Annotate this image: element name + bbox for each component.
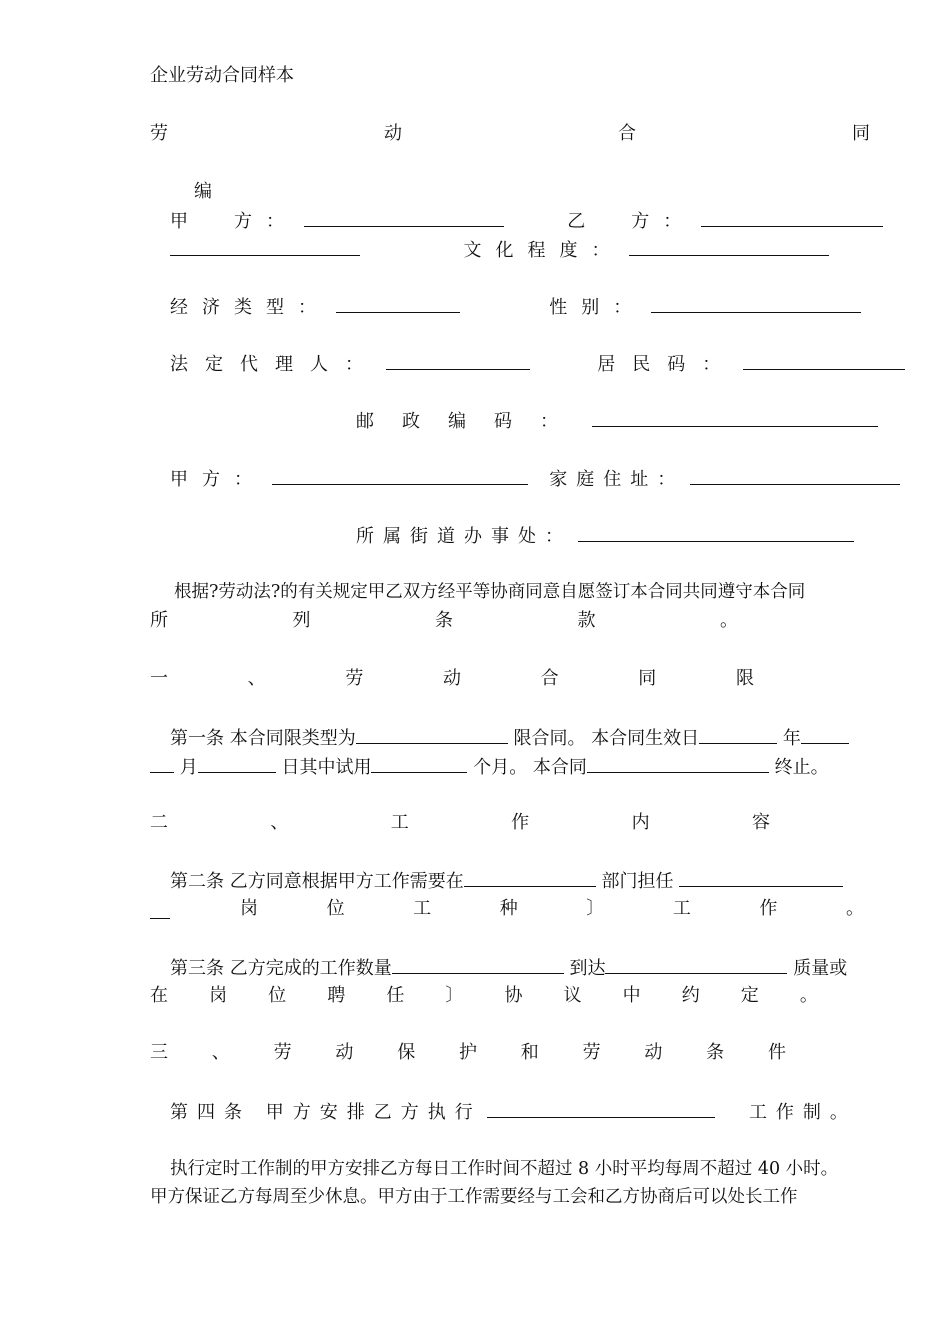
- economic-row: [170, 294, 861, 320]
- spaced-char: 护: [458, 1042, 477, 1063]
- month-field[interactable]: [198, 754, 276, 773]
- spaced-char: 工: [413, 898, 432, 919]
- spaced-char: 二: [150, 812, 168, 833]
- spaced-char: 在: [150, 985, 168, 1006]
- address-row: [170, 466, 900, 492]
- resident-code-label: 居民码：: [597, 354, 738, 375]
- street-office-row: [356, 523, 854, 549]
- party-row: [170, 208, 883, 234]
- spaced-char: 岗: [209, 985, 228, 1006]
- article-4-line: [170, 1099, 857, 1125]
- spaced-char: 三: [150, 1042, 168, 1063]
- end-date-field[interactable]: [587, 754, 769, 773]
- spaced-char: 和: [520, 1042, 539, 1063]
- spaced-char: 〕: [586, 898, 605, 919]
- spaced-char: 条: [706, 1042, 725, 1063]
- spaced-char: 定: [740, 985, 759, 1006]
- spaced-char: 作: [759, 898, 778, 919]
- article-4-suffix: 工作制。: [748, 1102, 857, 1123]
- article-2-prefix: 第二条 乙方同意根据甲方工作需要在: [170, 871, 464, 892]
- spaced-char: 列: [292, 610, 311, 631]
- article-1-line-2: [150, 754, 829, 780]
- section-3-heading: [150, 1041, 786, 1065]
- spaced-char: 动: [644, 1042, 663, 1063]
- spaced-char: 作: [511, 812, 530, 833]
- intro-line-1: 根据?劳动法?的有关规定甲乙双方经平等协商同意自愿签订本合同共同遵守本合同: [174, 582, 806, 602]
- legal-rep-field[interactable]: [386, 351, 530, 370]
- article-3-line-2: [150, 984, 818, 1008]
- spaced-char: 岗: [240, 898, 258, 919]
- position-cont-field[interactable]: [150, 900, 170, 919]
- resident-code-field[interactable]: [743, 351, 905, 370]
- spaced-char: 、: [270, 812, 289, 833]
- spaced-char: 、: [247, 668, 266, 689]
- street-office-field[interactable]: [578, 523, 854, 542]
- spaced-char: 。: [720, 610, 738, 631]
- spaced-char: 劳: [150, 123, 168, 144]
- spaced-char: 同: [852, 123, 870, 144]
- legal-rep-label: 法定代理人：: [170, 354, 380, 375]
- home-address-label: 家庭住址：: [549, 469, 685, 490]
- effective-date-field[interactable]: [699, 725, 777, 744]
- spaced-char: 聘: [327, 985, 346, 1006]
- spaced-char: 内: [631, 812, 650, 833]
- spaced-char: 、: [211, 1042, 230, 1063]
- spaced-char: 条: [435, 610, 453, 631]
- article-2-line-2-text: [240, 897, 864, 921]
- spaced-char: 件: [767, 1042, 786, 1063]
- party-b-label: 乙 方：: [567, 211, 696, 232]
- section-2-heading: [150, 811, 770, 835]
- quantity-field[interactable]: [392, 955, 564, 974]
- article-1-months: 个月。 本合同: [467, 757, 587, 778]
- spaced-char: 。: [845, 898, 864, 919]
- economic-type-field[interactable]: [336, 294, 460, 313]
- doc-title: 企业劳动合同样本: [150, 65, 294, 86]
- article-1-end: 终止。: [768, 757, 829, 778]
- article-1-month: 月: [174, 757, 198, 778]
- postal-code-label: 邮政编码：: [356, 411, 586, 432]
- gender-field[interactable]: [651, 294, 861, 313]
- hours-paragraph-line-1: 执行定时工作制的甲方安排乙方每日工作时间不超过 8 小时平均每周不超过 40 小时。: [170, 1159, 839, 1179]
- spaced-char: 合: [618, 123, 636, 144]
- spaced-char: 劳: [345, 668, 364, 689]
- spaced-char: 〕: [445, 985, 464, 1006]
- education-field[interactable]: [629, 237, 829, 256]
- article-2-line-1: [170, 868, 843, 894]
- work-system-field[interactable]: [487, 1099, 715, 1118]
- spaced-char: 工: [672, 898, 691, 919]
- spaced-char: 同: [638, 668, 657, 689]
- article-3-line-1: [170, 955, 847, 981]
- article-4-prefix: 第四条 甲方安排乙方执行: [170, 1102, 482, 1123]
- hours-paragraph-line-2: 甲方保证乙方每周至少休息。甲方由于工作需要经与工会和乙方协商后可以处长工作: [150, 1187, 798, 1207]
- party-a-field-2[interactable]: [272, 466, 528, 485]
- spaced-char: 任: [386, 985, 405, 1006]
- postal-code-field[interactable]: [592, 408, 878, 427]
- spaced-char: 一: [150, 668, 168, 689]
- department-field[interactable]: [464, 868, 596, 887]
- party-a-cont-field[interactable]: [170, 237, 360, 256]
- education-row: [170, 237, 829, 263]
- spaced-char: 位: [268, 985, 287, 1006]
- gender-label: 性别：: [549, 297, 646, 318]
- legal-rep-row: [170, 351, 905, 377]
- spaced-char: 议: [563, 985, 582, 1006]
- street-office-label: 所属街道办事处：: [356, 526, 572, 547]
- article-3-reach: 到达: [563, 958, 606, 979]
- article-3-prefix: 第三条 乙方完成的工作数量: [170, 958, 392, 979]
- article-1-year: 年: [777, 728, 801, 749]
- party-a-field[interactable]: [304, 208, 504, 227]
- party-a-label-2: 甲方：: [170, 469, 266, 490]
- quality-field[interactable]: [605, 955, 787, 974]
- spaced-char: 工: [390, 812, 409, 833]
- spaced-char: 位: [326, 898, 345, 919]
- spaced-char: 约: [681, 985, 700, 1006]
- spaced-char: 协: [504, 985, 523, 1006]
- spaced-char: 动: [335, 1042, 354, 1063]
- spaced-char: 动: [384, 123, 402, 144]
- spaced-char: 劳: [582, 1042, 601, 1063]
- party-b-field[interactable]: [701, 208, 883, 227]
- year-field[interactable]: [801, 725, 849, 744]
- year-cont-field[interactable]: [150, 754, 174, 773]
- spaced-char: 容: [751, 812, 770, 833]
- intro-line-2: [150, 609, 738, 633]
- article-3-quality: 质量或: [787, 958, 848, 979]
- contract-heading: [150, 122, 870, 146]
- spaced-char: 动: [442, 668, 461, 689]
- contract-type-field[interactable]: [356, 725, 508, 744]
- section-1-heading: [150, 667, 754, 691]
- spaced-char: 劳: [273, 1042, 292, 1063]
- article-2-dept: 部门担任: [595, 871, 680, 892]
- article-1-line-1: [170, 725, 849, 751]
- bian-label: 编: [194, 181, 212, 202]
- spaced-char: 限: [735, 668, 754, 689]
- economic-type-label: 经济类型：: [170, 297, 330, 318]
- spaced-char: 。: [799, 985, 818, 1006]
- spaced-char: 所: [150, 610, 168, 631]
- postal-row: [356, 408, 878, 434]
- education-label: 文化程度：: [463, 240, 624, 261]
- article-1-day: 日其中试用: [275, 757, 372, 778]
- spaced-char: 中: [622, 985, 641, 1006]
- position-field[interactable]: [679, 868, 843, 887]
- party-a-label: 甲 方：: [170, 211, 298, 232]
- article-1-prefix: 第一条 本合同限类型为: [170, 728, 356, 749]
- spaced-char: 保: [397, 1042, 416, 1063]
- spaced-char: 种: [499, 898, 518, 919]
- spaced-char: 合: [540, 668, 559, 689]
- spaced-char: 款: [577, 610, 596, 631]
- trial-field[interactable]: [371, 754, 467, 773]
- home-address-field[interactable]: [690, 466, 900, 485]
- article-1-mid: 限合同。 本合同生效日: [507, 728, 700, 749]
